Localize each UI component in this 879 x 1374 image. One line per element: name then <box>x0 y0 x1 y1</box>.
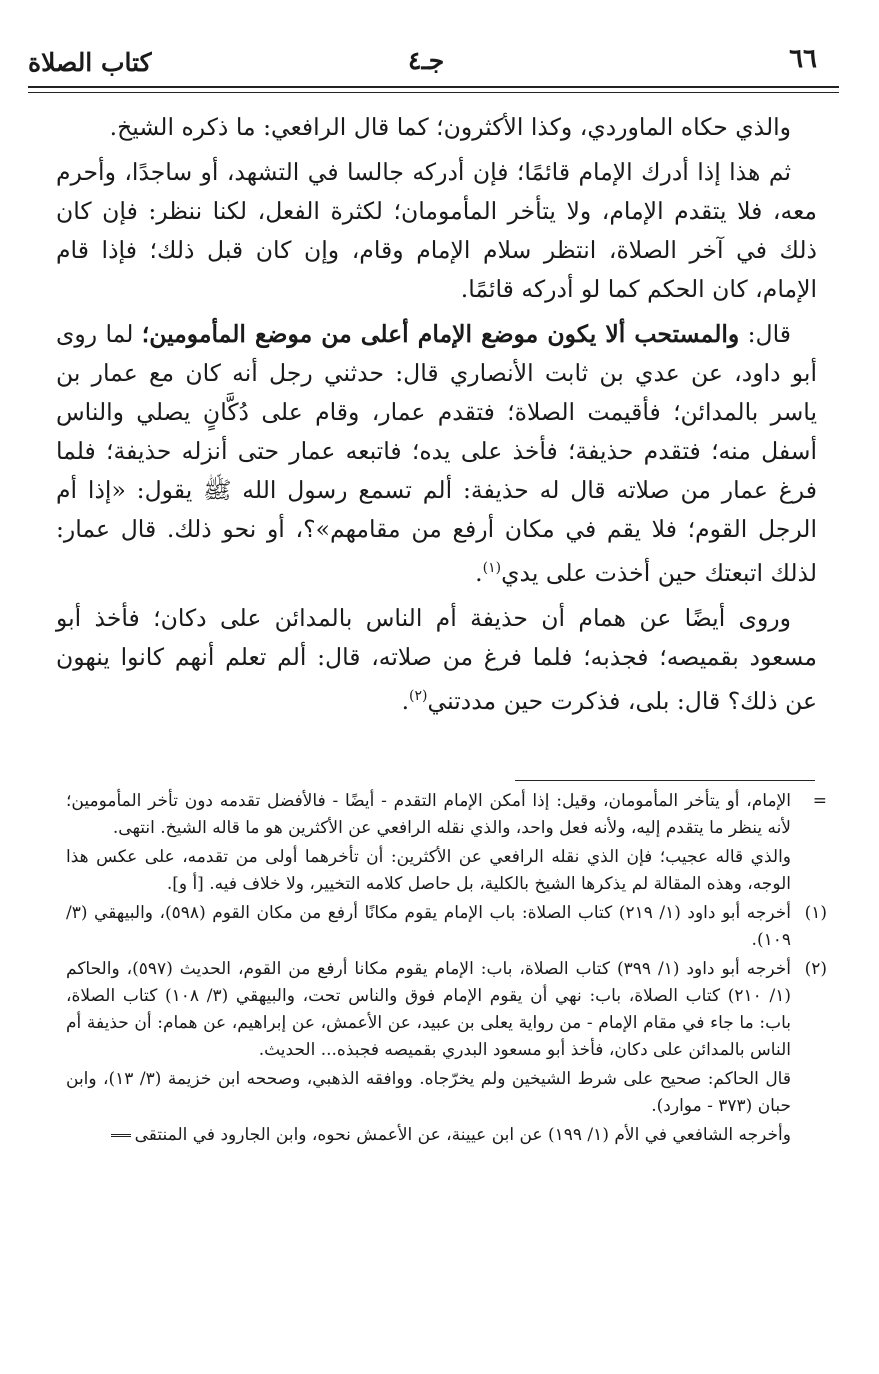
book-title: كتاب الصلاة <box>28 48 152 77</box>
footnote-2-text-2: قال الحاكم: صحيح على شرط الشيخين ولم يخرّجاه. ووافقه الذهبي، وصححه ابن خزيمة (٣/ ١٣)، وابن حبان (٣٧٣ - موارد). <box>66 1069 791 1116</box>
footnote-separator <box>515 780 815 781</box>
paragraph-3-rest: لما روى أبو داود، عن عدي بن ثابت الأنصاري قال: حدثني رجل أنه كان مع عمار بن ياسر بالمدائن؛ فأقيمت الصلاة؛ فتقدم عمار، وقام على دُكَّانٍ يصلي والناس أسفل منه؛ فتقدم حذيفة؛ فأخذ على يده؛ فاتبعه عمار حتى أنزله حذيفة؛ فلما فرغ عمار من صلاته قال له حذيفة: ألم تسمع رسول الله ﷺ يقول: «إذا أم الرجل القوم؛ فلا يقم في مكان أرفع من مقامهم»؟، أو نحو ذلك. قال عمار: لذلك اتبعتك حين أخذت على يدي <box>56 320 817 587</box>
volume-label: جـ٤ <box>408 46 445 75</box>
running-header <box>28 40 817 80</box>
paragraph-3 <box>56 315 817 593</box>
paragraph-4 <box>56 599 817 721</box>
paragraph-3-end: . <box>475 558 483 587</box>
header-rule-thin <box>28 92 839 93</box>
footnote-ref-2[interactable]: (٢) <box>409 687 428 704</box>
paragraph-3-lead: قال: <box>739 320 791 348</box>
footnote-2-mark: (٢) <box>804 959 827 979</box>
continuation-text-2: والذي قاله عجيب؛ فإن الذي نقله الرافعي عن الأكثرين: أن تأخرهما أولى من تقدمه، على عكس هذا الوجه، وهذه المقالة لم يذكرها الشيخ بالكلية، بل حاصل كلامه التخيير، ولا خلاف فيه. [أ و]. <box>66 847 791 894</box>
footnote-ref-1[interactable]: (١) <box>482 560 502 576</box>
paragraph-4-end: . <box>401 686 410 715</box>
footnotes <box>66 788 827 1151</box>
footnote-continuation <box>66 788 827 898</box>
paragraph-2: ثم هذا إذا أدرك الإمام قائمًا؛ فإن أدركه جالسا في التشهد، أو ساجدًا، وأحرم معه، فلا يتقدم الإمام، ولا يتأخر المأمومان؛ لكثرة الفعل، لكنا ننظر: فإن كان ذلك في آخر الصلاة، انتظر سلام الإمام وقام، وإن كان قبل ذلك؛ فإذا قام الإمام، كان الحكم كما لو أدركه قائمًا. <box>56 158 817 303</box>
footnote-2 <box>66 956 827 1149</box>
footnote-1-text: أخرجه أبو داود (١/ ٢١٩) كتاب الصلاة: باب الإمام يقوم مكانًا أرفع من مكان القوم (٥٩٨)، والبيهقي (٣/ ١٠٩). <box>66 903 792 950</box>
header-rule-thick <box>28 86 839 88</box>
paragraph-4-text: وروى أيضًا عن همام أن حذيفة أم الناس بالمدائن على دكان؛ فأخذ أبو مسعود بقميصه؛ فجذبه؛ فلما فرغ من صلاته، قال: ألم تعلم أنهم كانوا ينهون عن ذلك؟ قال: بلى، فذكرت حين مددتني <box>56 603 817 715</box>
footnote-1-mark: (١) <box>804 903 827 923</box>
paragraph-1: والذي حكاه الماوردي، وكذا الأكثرون؛ كما قال الرافعي: ما ذكره الشيخ. <box>109 113 791 141</box>
continuation-text: الإمام، أو يتأخر المأمومان، وقيل: إذا أمكن الإمام التقدم - أيضًا - فالأفضل تقدمه دون تأخر المأمومين؛ لأنه ينظر ما يتقدم إليه، ولأنه فعل واحد، والذي نقله الرافعي عن الأكثرين هو ما قاله الشيخ. انتهى. <box>66 791 791 838</box>
page-number: ٦٦ <box>789 44 817 74</box>
footnote-2-text: أخرجه أبو داود (١/ ٣٩٩) كتاب الصلاة، باب: الإمام يقوم مكانا أرفع من القوم، الحديث (٥٩٧)، والحاكم (١/ ٢١٠) كتاب الصلاة، باب: نهي أن يقوم الإمام فوق والناس تحت، والبيهقي (٣/ ١٠٨) كتاب الصلاة، باب: ما جاء في مقام الإمام - من رواية يعلى بن عبيد، عن الأعمش، عن إبراهيم، عن همام: أن حذيفة أم الناس بالمدائن على دكان، فأخذ أبو مسعود البدري بقميصه فجبذه... الحديث. <box>66 959 792 1060</box>
main-text <box>56 108 817 727</box>
continuation-mark: = <box>812 791 827 811</box>
matn-quote: والمستحب ألا يكون موضع الإمام أعلى من موضع المأمومين؛ <box>141 320 740 348</box>
footnote-2-text-3: وأخرجه الشافعي في الأم (١/ ١٩٩) عن ابن عيينة، عن الأعمش نحوه، وابن الجارود في المنتقى <box>134 1125 791 1145</box>
footnote-1 <box>66 900 827 954</box>
continues-mark <box>111 1134 131 1137</box>
